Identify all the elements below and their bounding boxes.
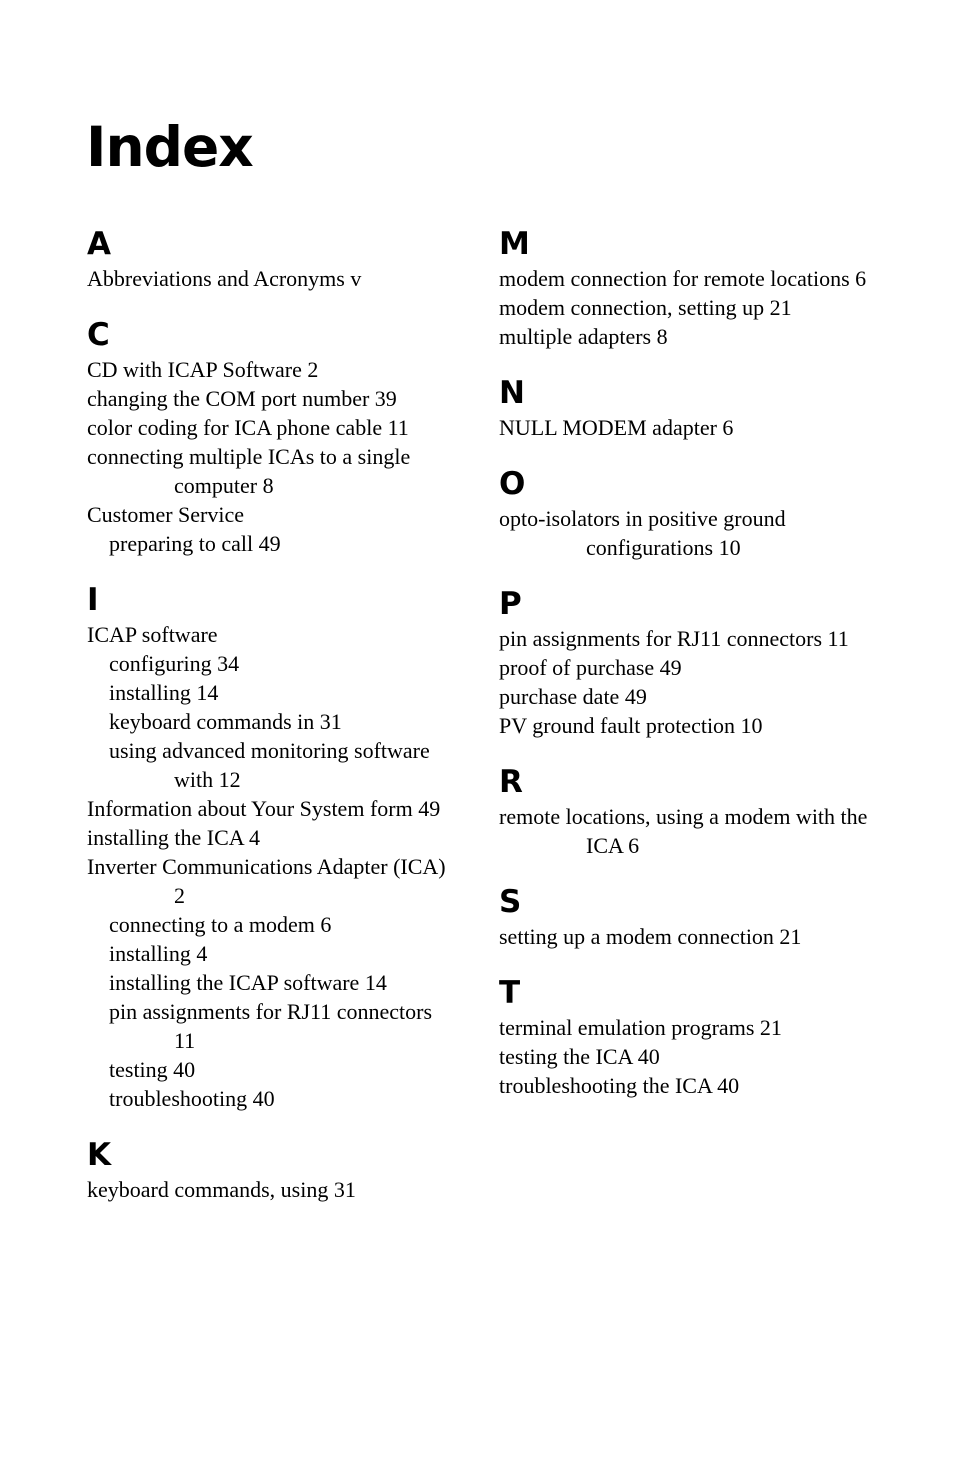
index-subentry: preparing to call 49 <box>109 531 281 556</box>
index-entry: Customer Service <box>87 502 245 527</box>
index-entry: modem connection, setting up 21 <box>499 295 792 320</box>
index-section-c <box>87 315 457 558</box>
index-entry: NULL MODEM adapter 6 <box>499 415 734 440</box>
section-letter: O <box>499 466 526 502</box>
section-letter: A <box>87 226 111 262</box>
index-entry: color coding for ICA phone cable 11 <box>87 415 409 440</box>
index-section-i <box>87 580 457 1113</box>
index-subentry: using advanced monitoring software with 12 <box>109 738 430 792</box>
section-letter: K <box>87 1137 112 1173</box>
index-subentry: installing 14 <box>109 680 219 705</box>
section-letter: I <box>87 582 99 618</box>
index-entries <box>87 1175 457 1204</box>
index-entry: troubleshooting the ICA 40 <box>499 1073 740 1098</box>
section-letter: P <box>499 586 522 622</box>
section-letter: S <box>499 884 522 920</box>
index-section-s <box>499 882 869 951</box>
index-entries <box>499 264 869 351</box>
section-letter: R <box>499 764 523 800</box>
index-entries <box>499 802 869 860</box>
page-title: Index <box>86 115 253 179</box>
index-entry: changing the COM port number 39 <box>87 386 397 411</box>
index-entry: CD with ICAP Software 2 <box>87 357 319 382</box>
index-entry: pin assignments for RJ11 connectors 11 <box>499 626 849 651</box>
index-subentry: pin assignments for RJ11 connectors 11 <box>109 999 433 1053</box>
index-entry: Information about Your System form 49 <box>87 796 441 821</box>
section-letter: C <box>87 317 110 353</box>
index-entries <box>499 413 869 442</box>
index-entry: installing the ICA 4 <box>87 825 260 850</box>
index-subentry: installing the ICAP software 14 <box>109 970 387 995</box>
index-subentry: keyboard commands in 31 <box>109 709 342 734</box>
index-entry: keyboard commands, using 31 <box>87 1177 356 1202</box>
index-subentry: testing 40 <box>109 1057 196 1082</box>
index-entries <box>87 355 457 558</box>
index-subentry: troubleshooting 40 <box>109 1086 275 1111</box>
index-entry: Abbreviations and Acronyms v <box>87 266 362 291</box>
index-entries <box>87 620 457 1113</box>
index-entry: proof of purchase 49 <box>499 655 682 680</box>
index-entries <box>499 922 869 951</box>
index-entry: purchase date 49 <box>499 684 647 709</box>
index-subentry: configuring 34 <box>109 651 240 676</box>
index-section-k <box>87 1135 457 1204</box>
index-section-p <box>499 584 869 740</box>
index-subentry: installing 4 <box>109 941 208 966</box>
index-entry: testing the ICA 40 <box>499 1044 660 1069</box>
section-letter: N <box>499 375 525 411</box>
index-entry: terminal emulation programs 21 <box>499 1015 782 1040</box>
index-entry: opto-isolators in positive ground configurations 10 <box>499 506 786 560</box>
index-entry: modem connection for remote locations 6 <box>499 266 867 291</box>
index-entry: multiple adapters 8 <box>499 324 668 349</box>
index-entry: remote locations, using a modem with the ICA 6 <box>499 804 868 858</box>
index-entry: ICAP software <box>87 622 218 647</box>
index-section-t <box>499 973 869 1100</box>
index-entries <box>499 624 869 740</box>
index-entries <box>499 504 869 562</box>
index-section-r <box>499 762 869 860</box>
index-section-n <box>499 373 869 442</box>
index-entry: PV ground fault protection 10 <box>499 713 763 738</box>
index-column-right <box>499 224 869 1122</box>
index-section-m <box>499 224 869 351</box>
index-entry: setting up a modem connection 21 <box>499 924 802 949</box>
index-entry: Inverter Communications Adapter (ICA) 2 <box>87 854 446 908</box>
section-letter: M <box>499 226 530 262</box>
index-subentry: connecting to a modem 6 <box>109 912 332 937</box>
index-entries <box>87 264 457 293</box>
index-entries <box>499 1013 869 1100</box>
index-entry: connecting multiple ICAs to a single computer 8 <box>87 444 411 498</box>
index-column-left <box>87 224 457 1226</box>
index-section-a <box>87 224 457 293</box>
section-letter: T <box>499 975 521 1011</box>
index-section-o <box>499 464 869 562</box>
